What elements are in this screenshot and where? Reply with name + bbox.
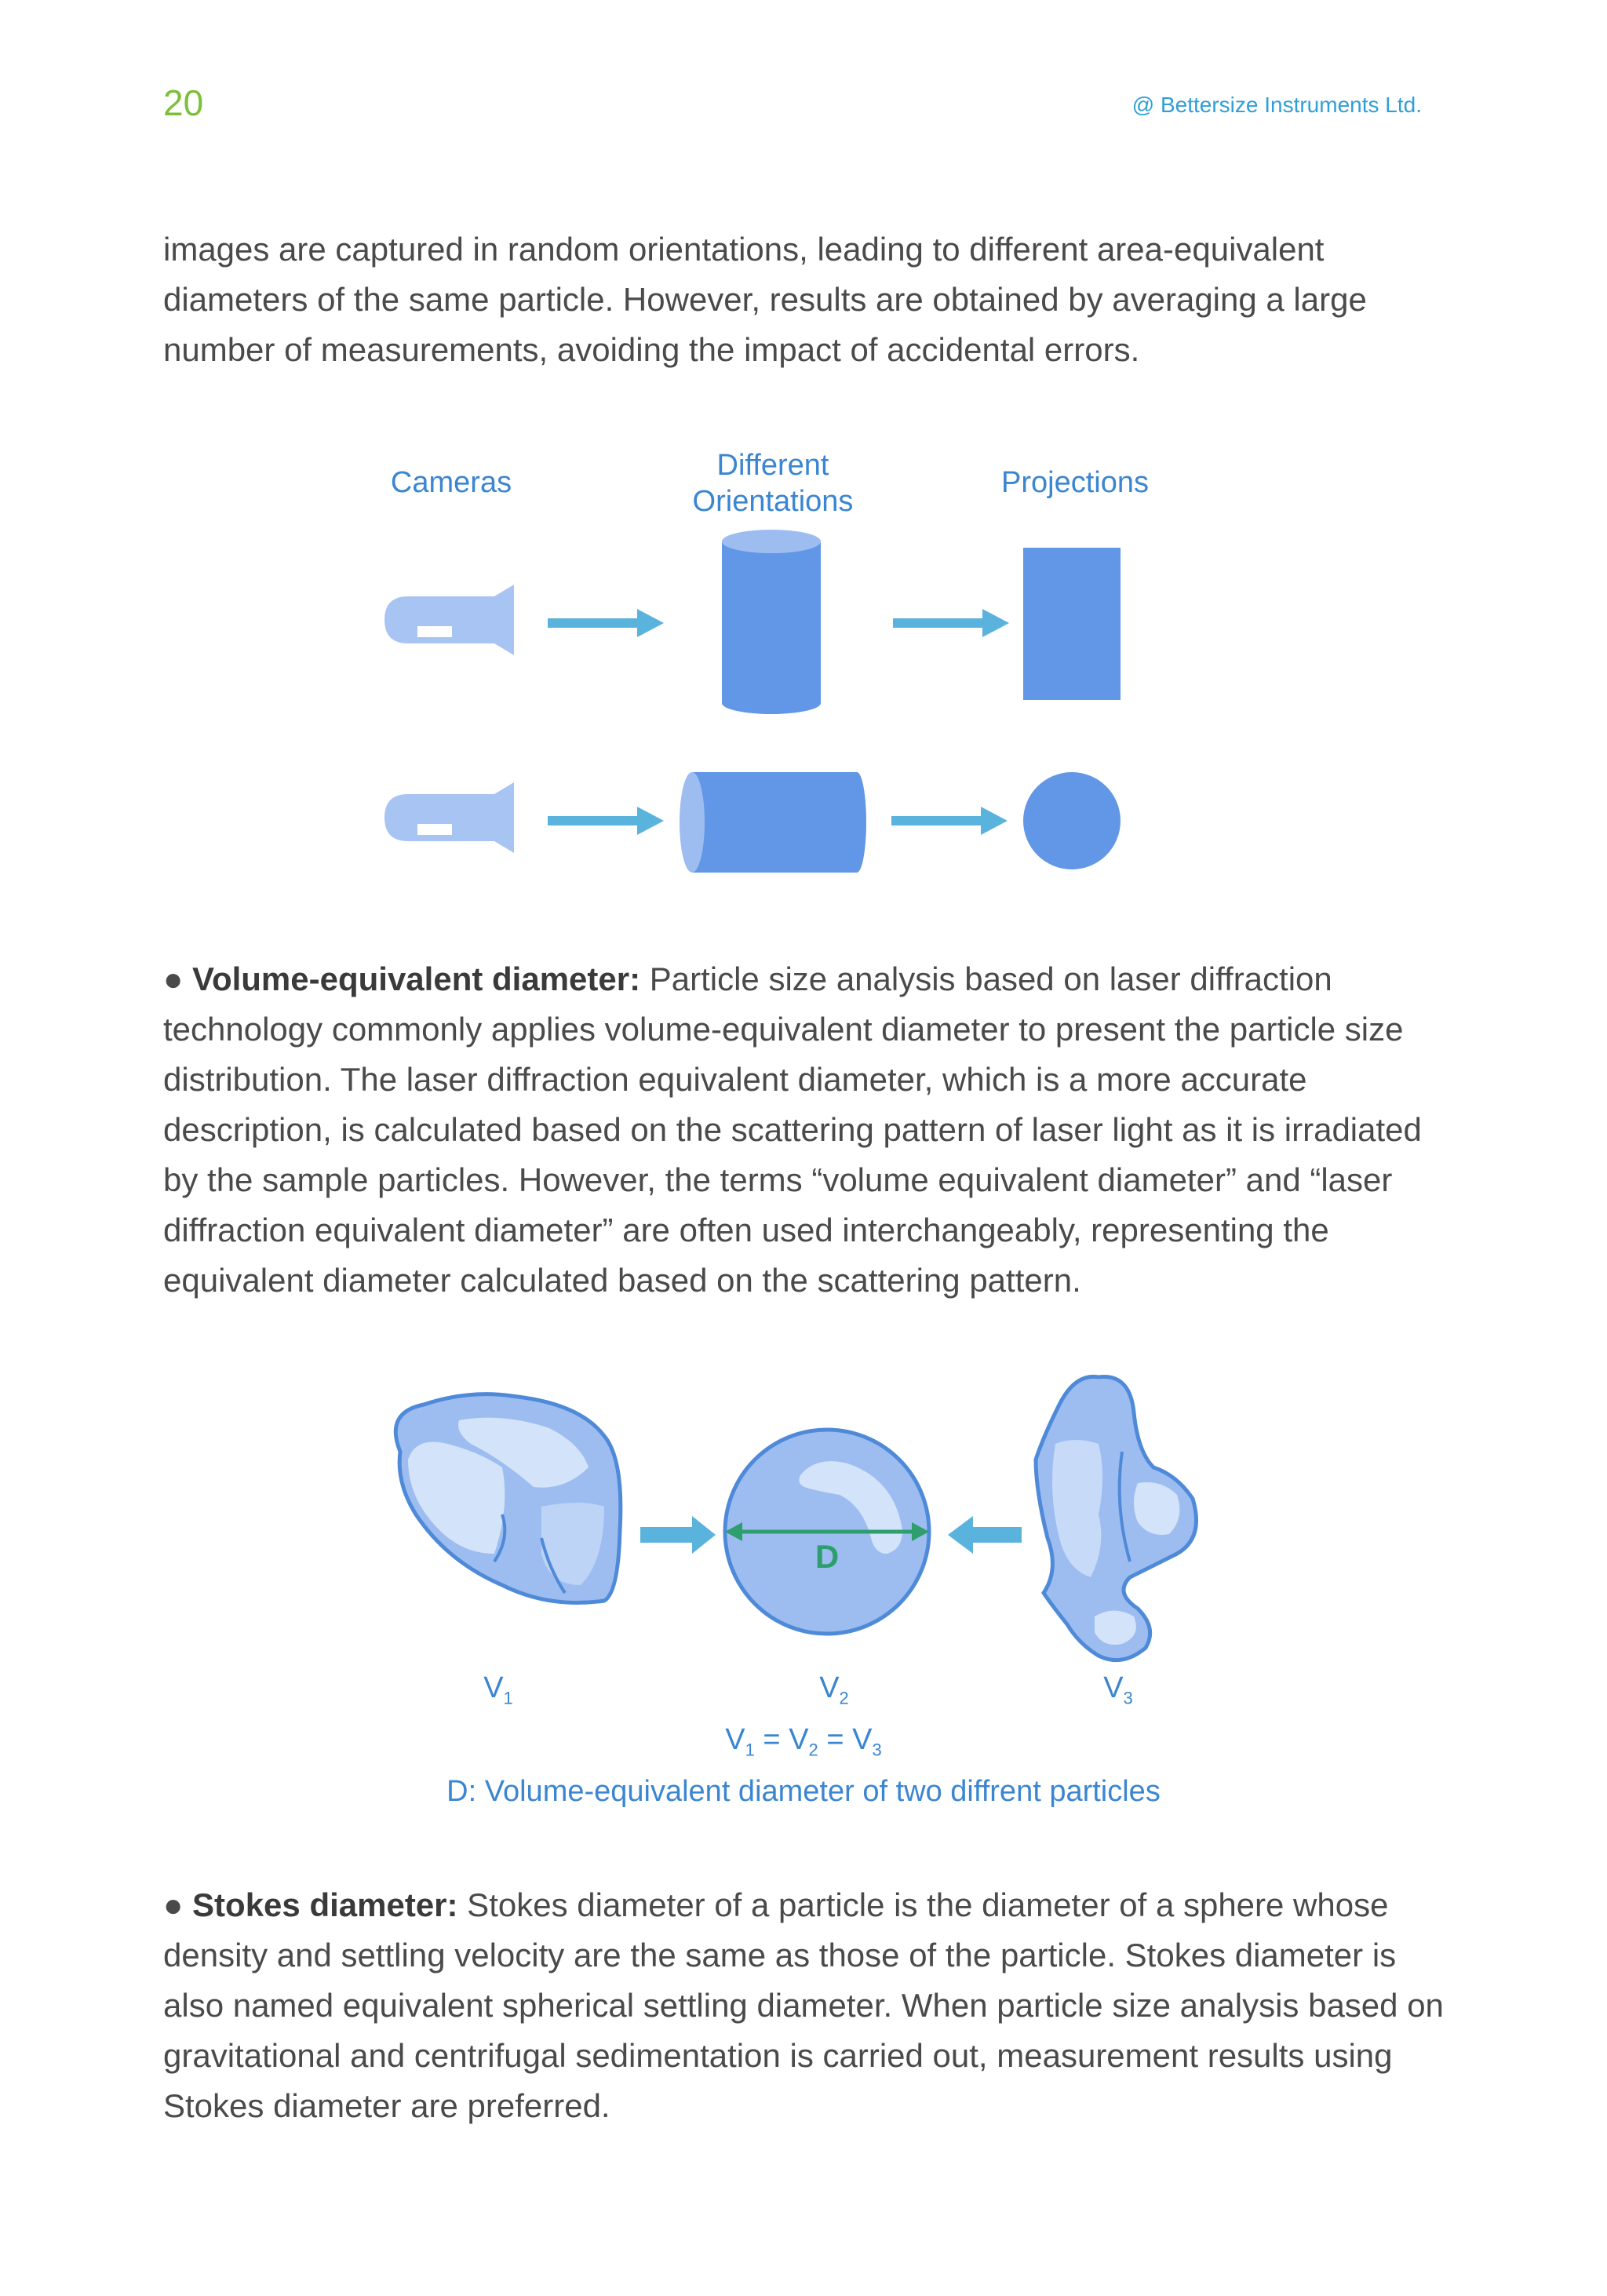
volume-equation: $V_1 = V_2 = V_3$ xyxy=(725,1723,882,1760)
label-cameras: Cameras xyxy=(390,466,512,499)
irregular-particle-1 xyxy=(395,1394,621,1603)
stokes-text: Stokes diameter of a particle is the diameter of a sphere whose density and settling velocity are the same as those of the particle. Stokes diameter is also named equivalent spherical settling diameter. When particle size analysis based on gravitational and centrifugal sedimentation is carried out, measurement results using Stokes diameter are preferred. xyxy=(163,1886,1444,2124)
page-number: 20 xyxy=(163,82,204,123)
intro-paragraph: images are captured in random orientations, leading to different area-equivalent diameters of the same particle. However, results are obtained by averaging a large number of measurements, avoiding the impact of accidental errors. xyxy=(163,231,1367,368)
d-label: D xyxy=(814,1538,840,1575)
stokes-term: Stokes diameter: xyxy=(192,1886,458,1923)
label-different-orientations: Different Orientations xyxy=(692,449,854,518)
stokes-paragraph: ● Stokes diameter: Stokes diameter of a particle is the diameter of a sphere whose density and settling velocity are the same as those of the particle. Stokes diameter is also named equivalent spherical settling diameter. When particle size analysis based on gravitational and centrifugal sedimentation is carried out, measurement results using Stokes diameter are preferred. xyxy=(163,1886,1444,2124)
arrow-right-icon xyxy=(640,1516,716,1554)
equivalent-sphere xyxy=(725,1430,929,1634)
v1-label: $V_1$ xyxy=(483,1671,513,1708)
volume-equivalent-paragraph: ● Volume-equivalent diameter: Particle size analysis based on laser diffraction technology commonly applies volume-equivalent diameter to present the particle size distribution. The laser diffraction equivalent diameter, which is a more accurate description, is calculated based on the scattering pattern of laser light as it is irradiated by the sample particles. However, the terms “volume equivalent diameter” and “laser diffraction equivalent diameter” are often used interchangeably, representing the equivalent diameter calculated based on the scattering pattern. xyxy=(163,960,1422,1299)
figure-caption: D: Volume-equivalent diameter of two diffrent particles xyxy=(446,1775,1161,1808)
volume-text: Particle size analysis based on laser diffraction technology commonly applies volume-equivalent diameter to present the particle size distribution. The laser diffraction equivalent diameter, which is a more accurate description, is calculated based on the scattering pattern of laser light as it is irradiated by the sample particles. However, the terms “volume equivalent diameter” and “laser diffraction equivalent diameter” are often used interchangeably, representing the equivalent diameter calculated based on the scattering pattern. xyxy=(163,960,1422,1299)
volume-term: Volume-equivalent diameter: xyxy=(192,960,641,997)
irregular-particle-3 xyxy=(1036,1376,1197,1660)
v2-label: $V_2$ xyxy=(819,1671,849,1708)
label-projections: Projections xyxy=(1001,466,1149,499)
v3-label: $V_3$ xyxy=(1103,1671,1133,1708)
arrow-left-icon xyxy=(948,1516,1022,1554)
company-name: @ Bettersize Instruments Ltd. xyxy=(1131,93,1422,117)
